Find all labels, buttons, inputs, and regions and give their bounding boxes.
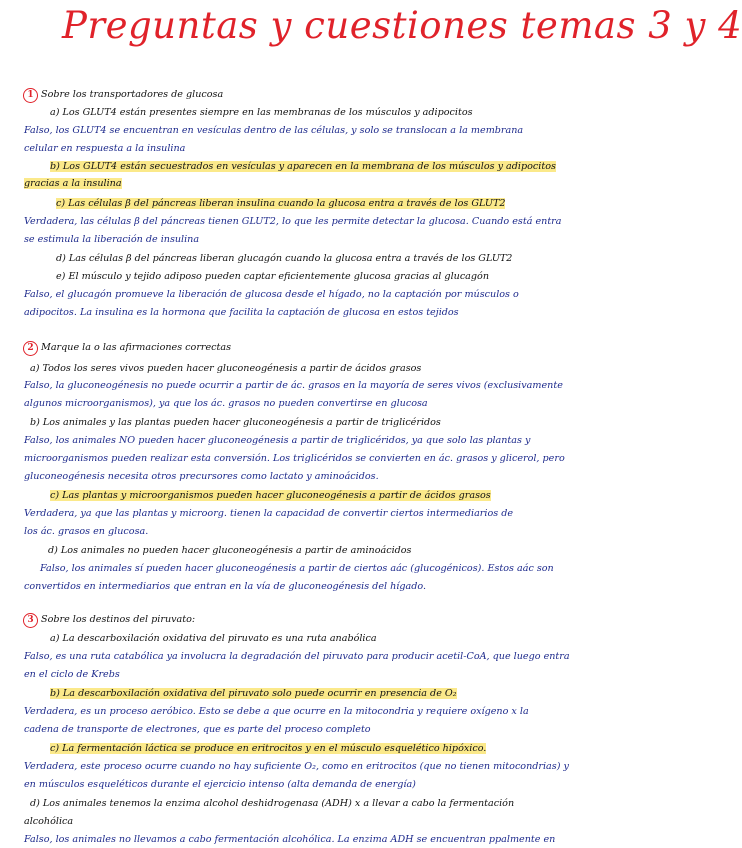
question-1b-line1 (50, 160, 556, 173)
question-3a: a) La descarboxilación oxidativa del piruvato es una ruta anabólica (50, 633, 377, 644)
answer-2d-line2: convertidos en intermediarios que entran en la vía de gluconeogénesis del hígado. (24, 581, 427, 592)
question-3d-line1: d) Los animales tenemos la enzima alcohol deshidrogenasa (ADH) x a llevar a cabo la fermentación (30, 798, 515, 809)
answer-1e-line2: adipocitos. La insulina es la hormona que facilita la captación de glucosa en estos tejidos (24, 307, 459, 318)
answer-3a-line2: en el ciclo de Krebs (24, 669, 120, 680)
answer-3c-line2: en músculos esqueléticos durante el ejercicio intenso (alta demanda de energía) (24, 779, 416, 790)
highlight: gracias a la insulina (24, 178, 122, 189)
answer-2d-line1: Falso, los animales sí pueden hacer gluconeogénesis a partir de ciertos aác (glucogénicos). Estos aác son (40, 563, 554, 574)
question-2d: d) Los animales no pueden hacer gluconeogénesis a partir de aminoácidos (48, 545, 412, 556)
section-number-2: 2 (23, 341, 38, 356)
answer-2c-line2: los ác. grasos en glucosa. (24, 526, 149, 537)
section-number-3: 3 (23, 613, 38, 628)
section-heading-3: Sobre los destinos del piruvato: (41, 614, 196, 625)
answer-1a-line2: celular en respuesta a la insulina (24, 143, 186, 154)
question-1c (56, 197, 505, 210)
question-1d: d) Las células β del páncreas liberan glucagón cuando la glucosa entra a través de los GLUT2 (56, 253, 513, 264)
answer-2a-line2: algunos microorganismos), ya que los ác. grasos no pueden convertirse en glucosa (24, 398, 428, 409)
answer-2c-line1: Verdadera, ya que las plantas y microorg. tienen la capacidad de convertir ciertos intermediarios de (24, 508, 514, 519)
question-1a: a) Los GLUT4 están presentes siempre en las membranas de los músculos y adipocitos (50, 107, 473, 118)
answer-3a-line1: Falso, es una ruta catabólica ya involucra la degradación del piruvato para producir acetil-CoA, que luego entra (24, 651, 570, 662)
answer-3b-line2: cadena de transporte de electrones, que es parte del proceso completo (24, 724, 371, 735)
answer-1e-line1: Falso, el glucagón promueve la liberación de glucosa desde el hígado, no la captación por músculos o (24, 289, 519, 300)
question-1e: e) El músculo y tejido adiposo pueden captar eficientemente glucosa gracias al glucagón (56, 271, 490, 282)
answer-3b-line1: Verdadera, es un proceso aeróbico. Esto se debe a que ocurre en la mitocondria y requiere oxígeno x la (24, 706, 529, 717)
question-3b (50, 687, 457, 700)
highlight: b) Los GLUT4 están secuestrados en vesículas y aparecen en la membrana de los músculos y adipocitos (50, 161, 556, 172)
question-3c (50, 742, 486, 755)
page-title: Preguntas y cuestiones temas 3 y 4 (62, 4, 742, 47)
section-heading-1: Sobre los transportadores de glucosa (41, 89, 224, 100)
question-1b-line2 (24, 177, 122, 190)
question-3d-line2: alcohólica (24, 816, 74, 827)
answer-1c-line1: Verdadera, las células β del páncreas tienen GLUT2, lo que les permite detectar la glucosa. Cuando está entra (24, 216, 562, 227)
question-2c (50, 489, 491, 502)
answer-2a-line1: Falso, la gluconeogénesis no puede ocurrir a partir de ác. grasos en la mayoría de seres vivos (exclusivamente (24, 380, 563, 391)
highlight: c) La fermentación láctica se produce en eritrocitos y en el músculo esquelético hipóxico. (50, 743, 487, 754)
question-2b: b) Los animales y las plantas pueden hacer gluconeogénesis a partir de triglicéridos (30, 417, 441, 428)
highlight: c) Las plantas y microorganismos pueden hacer gluconeogénesis a partir de ácidos grasos (50, 490, 491, 501)
highlight: b) La descarboxilación oxidativa del piruvato solo puede ocurrir en presencia de O₂ (50, 688, 457, 699)
answer-2b-line3: gluconeogénesis necesita otros precursores como lactato y aminoácidos. (24, 471, 379, 482)
question-2a: a) Todos los seres vivos pueden hacer gluconeogénesis a partir de ácidos grasos (30, 363, 422, 374)
answer-2b-line2: microorganismos pueden realizar esta conversión. Los triglicéridos se convierten en ác. grasos y glicerol, pero (24, 453, 565, 464)
answer-1a-line1: Falso, los GLUT4 se encuentran en vesículas dentro de las células, y solo se translocan a la membrana (24, 125, 524, 136)
answer-2b-line1: Falso, los animales NO pueden hacer gluconeogénesis a partir de triglicéridos, ya que solo las plantas y (24, 435, 531, 446)
answer-3d-line1: Falso, los animales no llevamos a cabo fermentación alcohólica. La enzima ADH se encuentran ppalmente en (24, 834, 556, 845)
answer-1c-line2: se estimula la liberación de insulina (24, 234, 200, 245)
answer-3c-line1: Verdadera, este proceso ocurre cuando no hay suficiente O₂, como en eritrocitos (que no tienen mitocondrias) y (24, 761, 569, 772)
section-number-1: 1 (23, 88, 38, 103)
section-heading-2: Marque la o las afirmaciones correctas (41, 342, 232, 353)
highlight: c) Las células β del páncreas liberan insulina cuando la glucosa entra a través de los GLUT2 (56, 198, 506, 209)
